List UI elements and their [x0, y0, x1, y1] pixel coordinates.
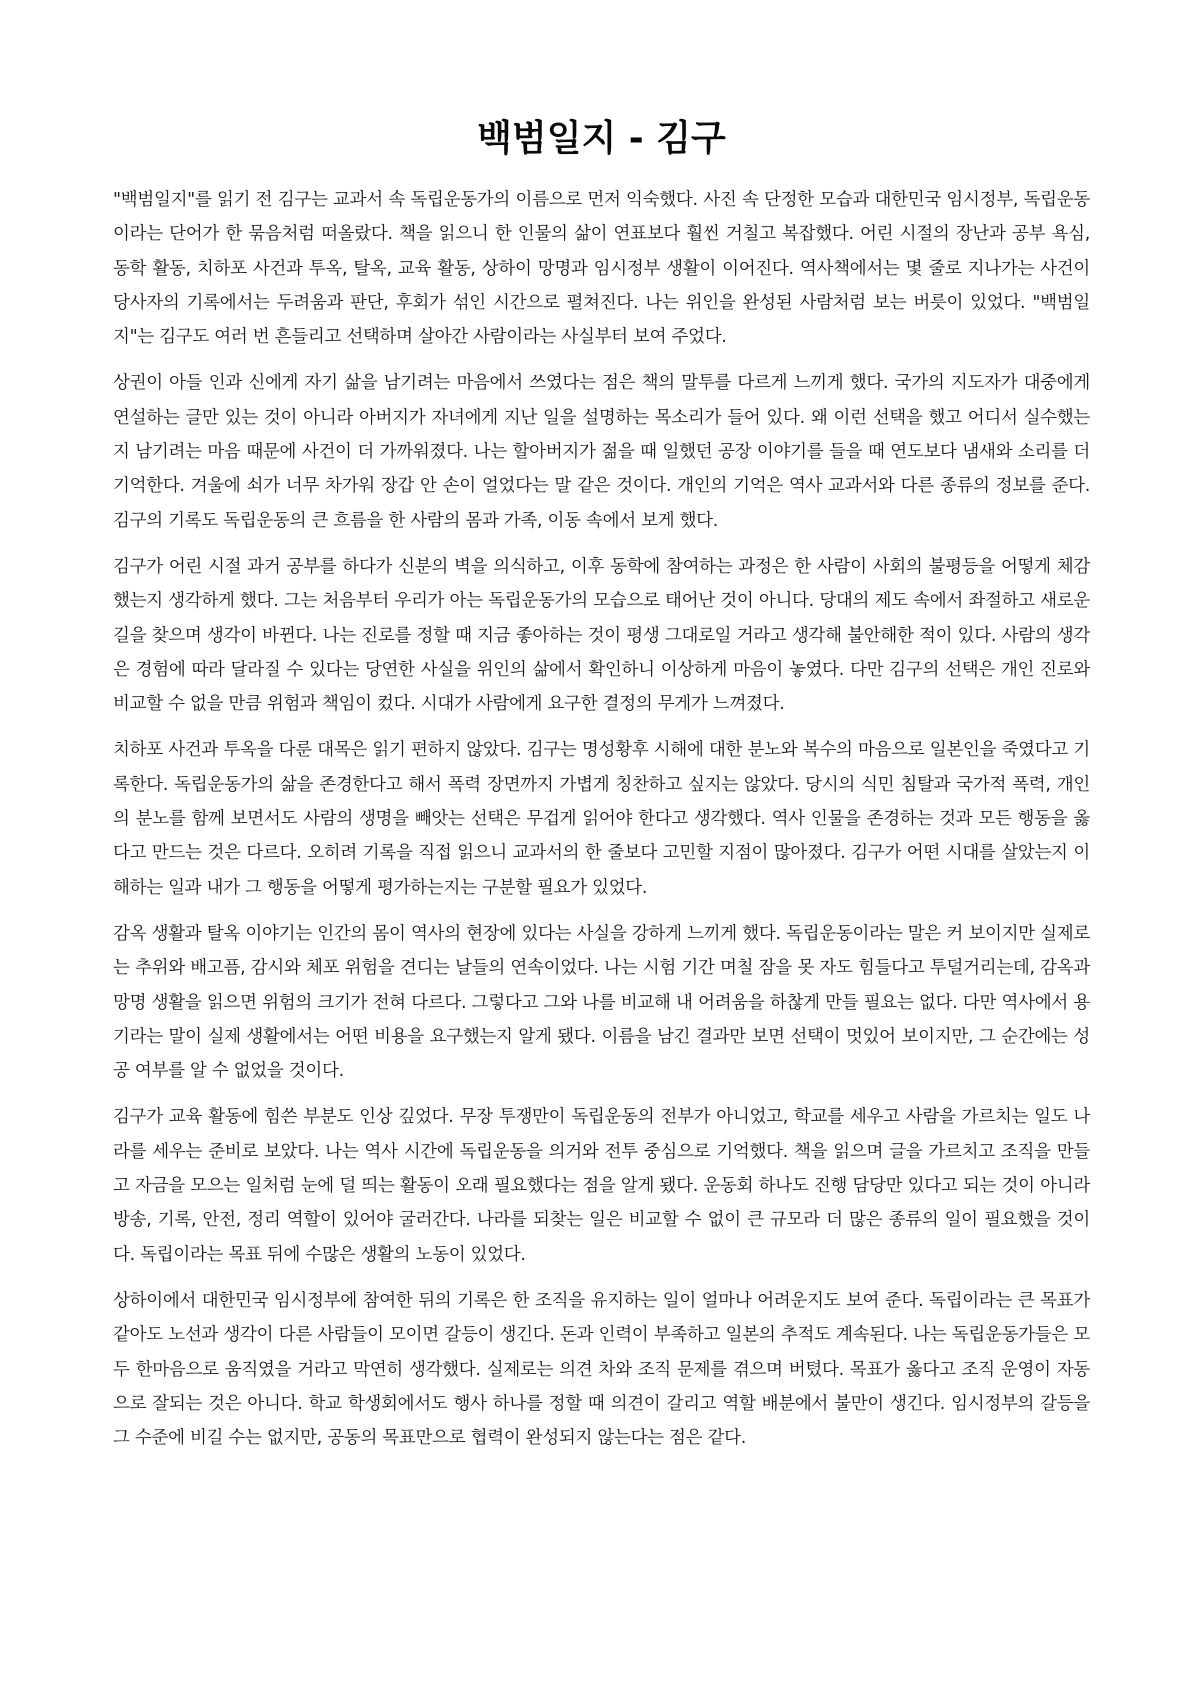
- essay-paragraph: 치하포 사건과 투옥을 다룬 대목은 읽기 편하지 않았다. 김구는 명성황후 시해에 대한 분노와 복수의 마음으로 일본인을 죽였다고 기록한다. 독립운동가의 삶을 존경한다고 해서 폭력 장면까지 가볍게 칭찬하고 싶지는 않았다. 당시의 식민 침탈과 국가적 폭력, 개인의 분노를 함께 보면서도 사람의 생명을 빼앗는 선택은 무겁게 읽어야 한다고 생각했다. 역사 인물을 존경하는 것과 모든 행동을 옳다고 만드는 것은 다르다. 오히려 기록을 직접 읽으니 교과서의 한 줄보다 고민할 지점이 많아졌다. 김구가 어떤 시대를 살았는지 이해하는 일과 내가 그 행동을 어떻게 평가하는지는 구분할 필요가 있었다.: [113, 740, 1090, 898]
- essay-paragraph: 상권이 아들 인과 신에게 자기 삶을 남기려는 마음에서 쓰였다는 점은 책의 말투를 다르게 느끼게 했다. 국가의 지도자가 대중에게 연설하는 글만 있는 것이 아니라 아버지가 자녀에게 지난 일을 설명하는 목소리가 들어 있다. 왜 이런 선택을 했고 어디서 실수했는지 남기려는 마음 때문에 사건이 더 가까워졌다. 나는 할아버지가 젊을 때 일했던 공장 이야기를 들을 때 연도보다 냄새와 소리를 더 기억한다. 겨울에 쇠가 너무 차가워 장갑 안 손이 얼었다는 말 같은 것이다. 개인의 기억은 역사 교과서와 다른 종류의 정보를 준다. 김구의 기록도 독립운동의 큰 흐름을 한 사람의 몸과 가족, 이동 속에서 보게 했다.: [113, 373, 1090, 531]
- essay-paragraph: 김구가 교육 활동에 힘쓴 부분도 인상 깊었다. 무장 투쟁만이 독립운동의 전부가 아니었고, 학교를 세우고 사람을 가르치는 일도 나라를 세우는 준비로 보았다. 나는 역사 시간에 독립운동을 의거와 전투 중심으로 기억했다. 책을 읽으며 글을 가르치고 조직을 만들고 자금을 모으는 일처럼 눈에 덜 띄는 활동이 오래 필요했다는 점을 알게 됐다. 운동회 하나도 진행 담당만 있다고 되는 것이 아니라 방송, 기록, 안전, 정리 역할이 있어야 굴러간다. 나라를 되찾는 일은 비교할 수 없이 큰 규모라 더 많은 종류의 일이 필요했을 것이다. 독립이라는 목표 뒤에 수많은 생활의 노동이 있었다.: [113, 1107, 1090, 1265]
- essay-paragraph: "백범일지"를 읽기 전 김구는 교과서 속 독립운동가의 이름으로 먼저 익숙했다. 사진 속 단정한 모습과 대한민국 임시정부, 독립운동이라는 단어가 한 묶음처럼 떠올랐다. 책을 읽으니 한 인물의 삶이 연표보다 훨씬 거칠고 복잡했다. 어린 시절의 장난과 공부 욕심, 동학 활동, 치하포 사건과 투옥, 탈옥, 교육 활동, 상하이 망명과 임시정부 생활이 이어진다. 역사책에서는 몇 줄로 지나가는 사건이 당사자의 기록에서는 두려움과 판단, 후회가 섞인 시간으로 펼쳐진다. 나는 위인을 완성된 사람처럼 보는 버릇이 있었다. "백범일지"는 김구도 여러 번 흔들리고 선택하며 살아간 사람이라는 사실부터 보여 주었다.: [113, 190, 1090, 348]
- essay-paragraph: 상하이에서 대한민국 임시정부에 참여한 뒤의 기록은 한 조직을 유지하는 일이 얼마나 어려운지도 보여 준다. 독립이라는 큰 목표가 같아도 노선과 생각이 다른 사람들이 모이면 갈등이 생긴다. 돈과 인력이 부족하고 일본의 추적도 계속된다. 나는 독립운동가들은 모두 한마음으로 움직였을 거라고 막연히 생각했다. 실제로는 의견 차와 조직 문제를 겪으며 버텼다. 목표가 옳다고 조직 운영이 자동으로 잘되는 것은 아니다. 학교 학생회에서도 행사 하나를 정할 때 의견이 갈리고 역할 배분에서 불만이 생긴다. 임시정부의 갈등을 그 수준에 비길 수는 없지만, 공동의 목표만으로 협력이 완성되지 않는다는 점은 같다.: [113, 1290, 1090, 1449]
- essay-title: 백범일지 - 김구: [477, 118, 726, 159]
- essay-paragraph: 김구가 어린 시절 과거 공부를 하다가 신분의 벽을 의식하고, 이후 동학에 참여하는 과정은 한 사람이 사회의 불평등을 어떻게 체감했는지 생각하게 했다. 그는 처음부터 우리가 아는 독립운동가의 모습으로 태어난 것이 아니다. 당대의 제도 속에서 좌절하고 새로운 길을 찾으며 생각이 바뀐다. 나는 진로를 정할 때 지금 좋아하는 것이 평생 그대로일 거라고 생각해 불안해한 적이 있다. 사람의 생각은 경험에 따라 달라질 수 있다는 당연한 사실을 위인의 삶에서 확인하니 이상하게 마음이 놓였다. 다만 김구의 선택은 개인 진로와 비교할 수 없을 만큼 위험과 책임이 컸다. 시대가 사람에게 요구한 결정의 무게가 느껴졌다.: [113, 556, 1090, 715]
- essay-paragraph: 감옥 생활과 탈옥 이야기는 인간의 몸이 역사의 현장에 있다는 사실을 강하게 느끼게 했다. 독립운동이라는 말은 커 보이지만 실제로는 추위와 배고픔, 감시와 체포 위험을 견디는 날들의 연속이었다. 나는 시험 기간 며칠 잠을 못 자도 힘들다고 투덜거리는데, 감옥과 망명 생활을 읽으면 위험의 크기가 전혀 다르다. 그렇다고 그와 나를 비교해 내 어려움을 하찮게 만들 필요는 없다. 다만 역사에서 용기라는 말이 실제 생활에서는 어떤 비용을 요구했는지 알게 됐다. 이름을 남긴 결과만 보면 선택이 멋있어 보이지만, 그 순간에는 성공 여부를 알 수 없었을 것이다.: [113, 923, 1090, 1082]
